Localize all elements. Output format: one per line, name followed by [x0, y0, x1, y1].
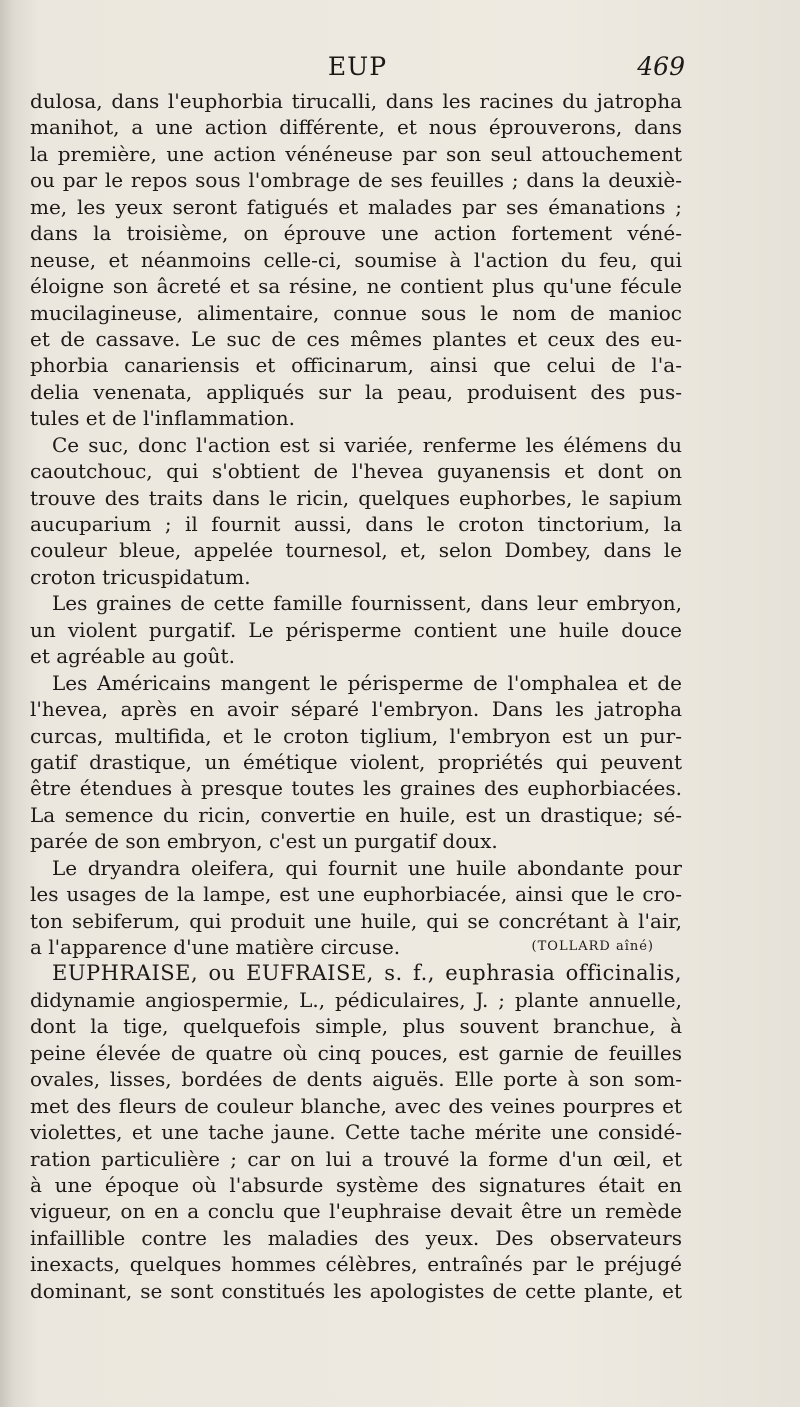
text-line: neuse, et néanmoins celle-ci, soumise à l'action du feu, qui — [30, 247, 682, 272]
text-line: infaillible contre les maladies des yeux. Des observateurs — [30, 1225, 682, 1250]
text-line-content: a l'apparence d'une matière circuse. — [30, 935, 401, 959]
text-line: tules et de l'inflammation. — [30, 406, 295, 431]
text-line: dont la tige, quelquefois simple, plus souvent branchue, à — [30, 1014, 682, 1039]
text-line — [30, 934, 682, 960]
text-line: trouve des traits dans le ricin, quelques euphorbes, le sapium — [30, 485, 682, 510]
text-line: les usages de la lampe, est une euphorbiacée, ainsi que le cro- — [30, 882, 682, 907]
text-line: ou par le repos sous l'ombrage de ses feuilles ; dans la deuxiè- — [30, 168, 682, 193]
text-line: ovales, lisses, bordées de dents aiguës. Elle porte à son som- — [30, 1067, 682, 1092]
text-line: et de cassave. Le suc de ces mêmes plantes et ceux des eu- — [30, 326, 682, 351]
text-line: didynamie angiospermie, L., pédiculaires, J. ; plante annuelle, — [30, 987, 682, 1012]
page-number: 469 — [637, 52, 685, 81]
author-signature: (TOLLARD aîné) — [531, 939, 654, 954]
text-line: dominant, se sont constitués les apologistes de cette plante, et — [30, 1278, 682, 1303]
text-line: met des fleurs de couleur blanche, avec des veines pourpres et — [30, 1093, 682, 1118]
text-line: à une époque où l'absurde système des signatures était en — [30, 1172, 682, 1197]
text-line: parée de son embryon, c'est un purgatif doux. — [30, 829, 498, 854]
text-line: croton tricuspidatum. — [30, 564, 251, 589]
body-text — [30, 88, 682, 1304]
text-line: curcas, multifida, et le croton tiglium, l'embryon est un pur- — [30, 723, 682, 748]
text-line: Ce suc, donc l'action est si variée, renferme les élémens du — [52, 432, 682, 457]
text-line: vigueur, on en a conclu que l'euphraise devait être un remède — [30, 1199, 682, 1224]
text-line: être étendues à presque toutes les graines des euphorbiacées. — [30, 776, 682, 801]
text-line: caoutchouc, qui s'obtient de l'hevea guyanensis et dont on — [30, 459, 682, 484]
text-line: dulosa, dans l'euphorbia tirucalli, dans les racines du jatropha — [30, 89, 682, 113]
text-line: gatif drastique, un émétique violent, propriétés qui peuvent — [30, 749, 682, 774]
text-line: aucuparium ; il fournit aussi, dans le croton tinctorium, la — [30, 512, 682, 536]
text-line: Le dryandra oleifera, qui fournit une huile abondante pour — [52, 855, 682, 880]
text-line: éloigne son âcreté et sa résine, ne contient plus qu'une fécule — [30, 274, 682, 299]
text-line: peine élevée de quatre où cinq pouces, est garnie de feuilles — [30, 1040, 682, 1065]
text-line: phorbia canariensis et officinarum, ainsi que celui de l'a- — [30, 353, 682, 378]
text-line: dans la troisième, on éprouve une action fortement véné- — [30, 221, 682, 246]
text-line: inexacts, quelques hommes célèbres, entraînés par le préjugé — [30, 1252, 682, 1277]
running-head: EUP — [327, 52, 388, 81]
text-line: Les graines de cette famille fournissent, dans leur embryon, — [52, 591, 682, 616]
text-line: Les Américains mangent le périsperme de l'omphalea et de — [52, 670, 682, 695]
text-line: couleur bleue, appelée tournesol, et, selon Dombey, dans le — [30, 538, 682, 563]
text-line: mucilagineuse, alimentaire, connue sous le nom de manioc — [30, 300, 682, 325]
entry-headword-line: EUPHRAISE, ou EUFRAISE, s. f., euphrasia officinalis, — [52, 961, 682, 986]
text-line: violettes, et une tache jaune. Cette tache mérite une considé- — [30, 1120, 682, 1145]
text-line: delia venenata, appliqués sur la peau, produisent des pus- — [30, 379, 682, 404]
text-line: la première, une action vénéneuse par son seul attouchement — [30, 141, 682, 166]
text-line: l'hevea, après en avoir séparé l'embryon. Dans les jatropha — [30, 697, 682, 722]
page-header — [30, 52, 685, 86]
text-line: manihot, a une action différente, et nous éprouverons, dans — [30, 115, 682, 140]
text-line: ton sebiferum, qui produit une huile, qui se concrétant à l'air, — [30, 908, 682, 933]
text-line: un violent purgatif. Le périsperme contient une huile douce — [30, 617, 682, 642]
text-line: ration particulière ; car on lui a trouvé la forme d'un œil, et — [30, 1146, 682, 1171]
text-line: me, les yeux seront fatigués et malades par ses émanations ; — [30, 194, 682, 219]
text-line: et agréable au goût. — [30, 644, 235, 669]
text-line: La semence du ricin, convertie en huile, est un drastique; sé- — [30, 802, 682, 827]
